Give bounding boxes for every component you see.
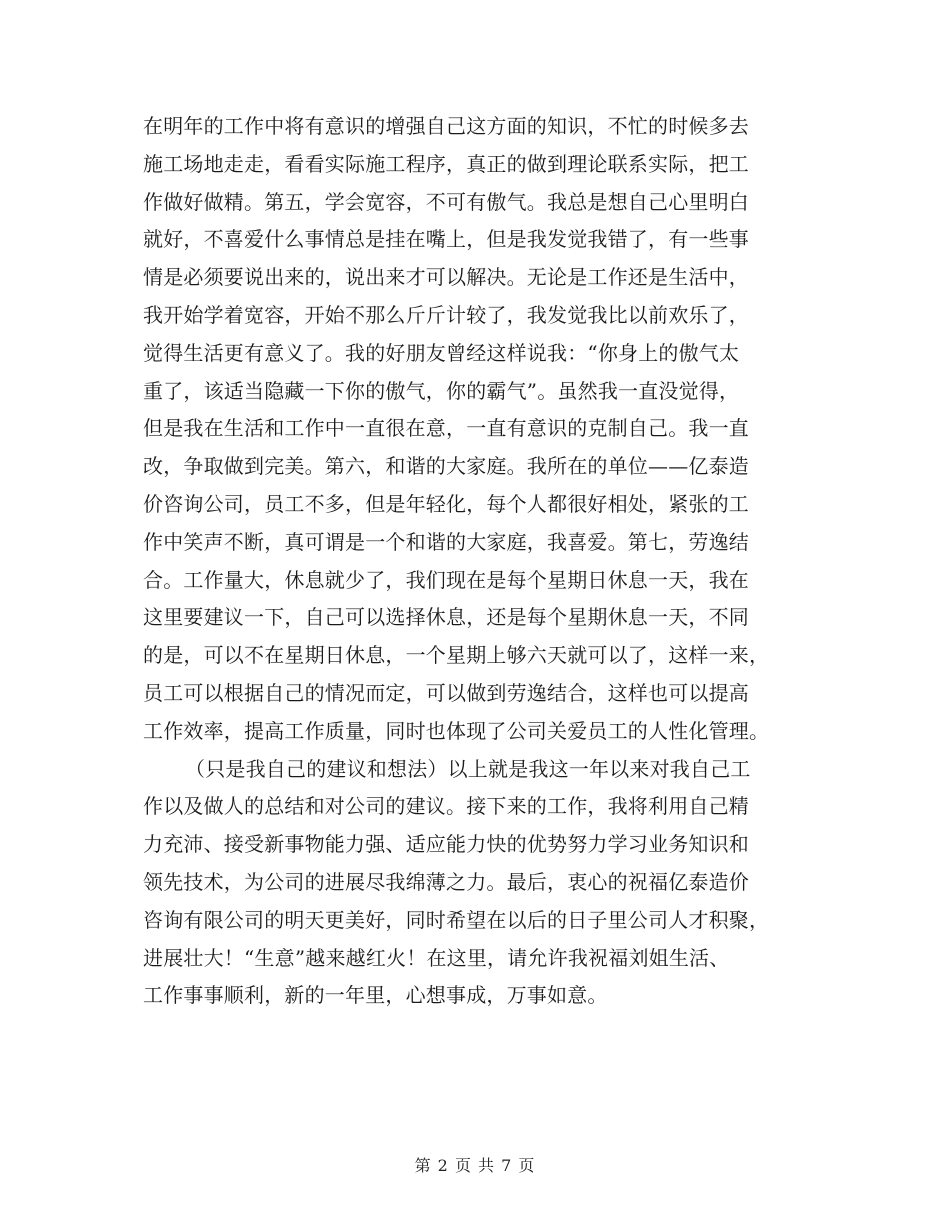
text-line: 我开始学着宽容，开始不那么斤斤计较了，我发觉我比以前欢乐了， bbox=[143, 302, 749, 327]
text-line: 施工场地走走，看看实际施工程序，真正的做到理论联系实际，把工 bbox=[143, 151, 749, 176]
text-line: 力充沛、接受新事物能力强、适应能力快的优势努力学习业务知识和 bbox=[143, 832, 749, 857]
text-line: 在明年的工作中将有意识的增强自己这方面的知识，不忙的时候多去 bbox=[143, 114, 749, 138]
text-line: 觉得生活更有意义了。我的好朋友曾经这样说我：“你身上的傲气太 bbox=[143, 340, 740, 365]
text-line: 工作事事顺利，新的一年里，心想事成，万事如意。 bbox=[143, 983, 608, 1008]
text-line: 价咨询公司，员工不多，但是年轻化，每个人都很好相处，紧张的工 bbox=[143, 491, 749, 516]
text-line: 合。工作量大，休息就少了，我们现在是每个星期日休息一天，我在 bbox=[143, 567, 749, 592]
text-line: 就好，不喜爱什么事情总是挂在嘴上，但是我发觉我错了，有一些事 bbox=[143, 227, 749, 252]
text-line: 重了，该适当隐藏一下你的傲气，你的霸气”。虽然我一直没觉得， bbox=[143, 378, 740, 403]
paragraph-start-line: （只是我自己的建议和想法）以上就是我这一年以来对我自己工 bbox=[185, 756, 751, 781]
text-line: 作中笑声不断，真可谓是一个和谐的大家庭，我喜爱。第七，劳逸结 bbox=[143, 529, 749, 554]
text-line: 的是，可以不在星期日休息，一个星期上够六天就可以了，这样一来， bbox=[143, 643, 770, 668]
text-line: 工作效率，提高工作质量，同时也体现了公司关爱员工的人性化管理。 bbox=[143, 718, 770, 743]
text-line: 领先技术，为公司的进展尽我绵薄之力。最后，衷心的祝福亿泰造价 bbox=[143, 869, 749, 894]
text-line: 情是必须要说出来的，说出来才可以解决。无论是工作还是生活中， bbox=[143, 265, 749, 290]
text-line: 作以及做人的总结和对公司的建议。接下来的工作，我将利用自己精 bbox=[143, 794, 749, 819]
text-line: 进展壮大！“生意”越来越红火！在这里，请允许我祝福刘姐生活、 bbox=[143, 945, 730, 970]
document-body bbox=[143, 108, 811, 1015]
text-line: 作做好做精。第五，学会宽容，不可有傲气。我总是想自己心里明白 bbox=[143, 189, 749, 214]
text-line: 咨询有限公司的明天更美好，同时希望在以后的日子里公司人才积聚， bbox=[143, 907, 770, 932]
text-line: 员工可以根据自己的情况而定，可以做到劳逸结合，这样也可以提高 bbox=[143, 680, 749, 705]
text-line: 改，争取做到完美。第六，和谐的大家庭。我所在的单位——亿泰造 bbox=[143, 454, 749, 479]
text-line: 这里要建议一下，自己可以选择休息，还是每个星期休息一天，不同 bbox=[143, 605, 749, 630]
page-footer: 第 2 页 共 7 页 bbox=[414, 1156, 536, 1175]
text-line: 但是我在生活和工作中一直很在意，一直有意识的克制自己。我一直 bbox=[143, 416, 749, 441]
